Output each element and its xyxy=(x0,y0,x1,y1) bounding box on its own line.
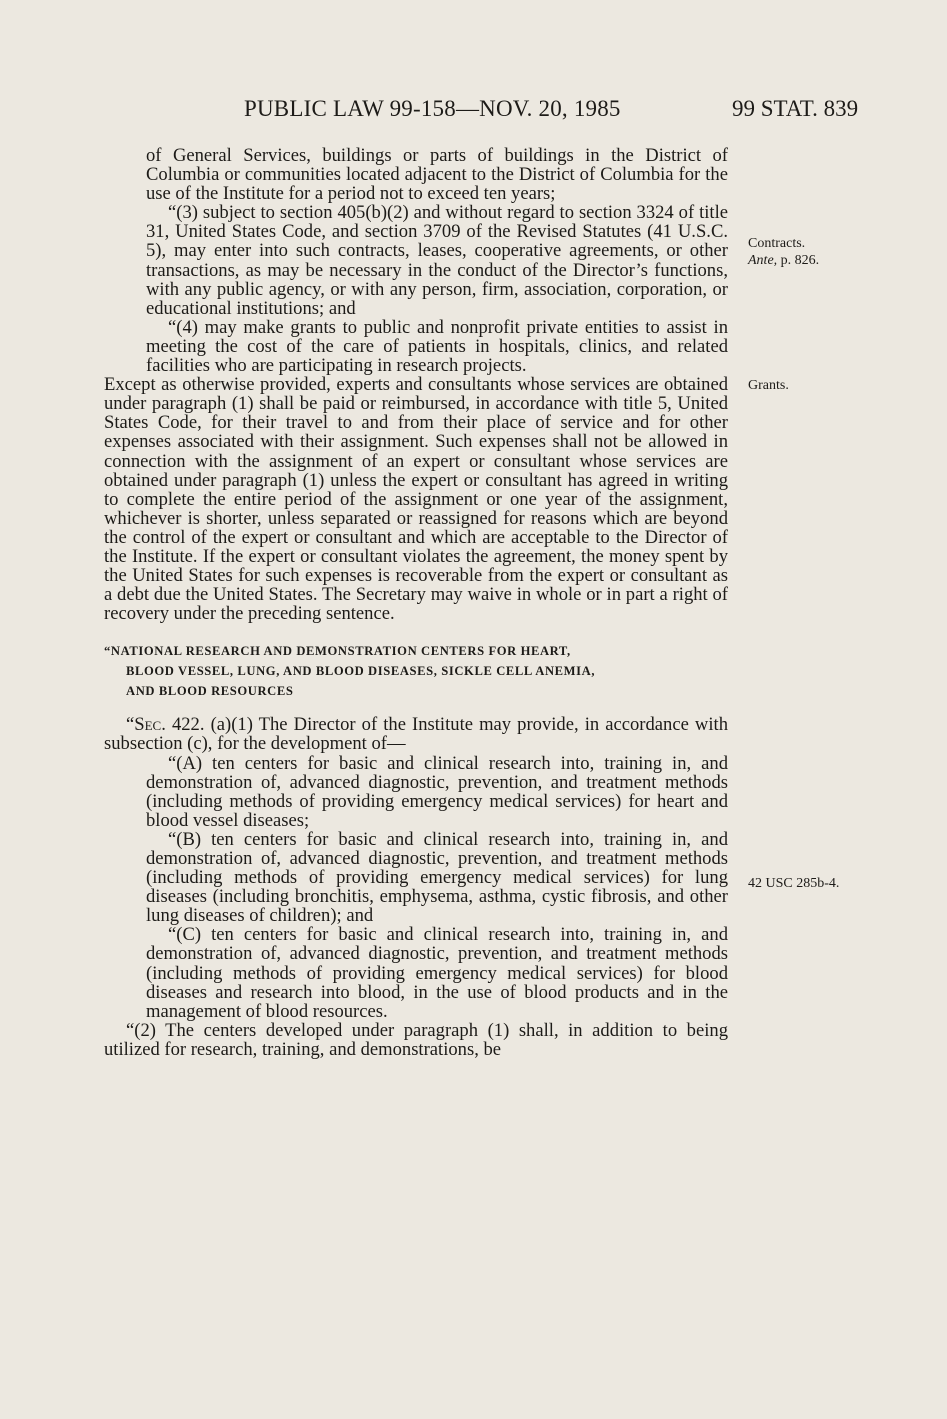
margin-note-contracts: Contracts. xyxy=(748,236,806,251)
margin-note-ante xyxy=(748,252,819,269)
paragraph-3: “(3) subject to section 405(b)(2) and without regard to section 3324 of title 31, United States Code, and section 3709 of the Revised Statutes (41 U.S.C. 5), may enter into such contracts, leases, cooperative agreements, or other transactions, as may be necessary in the conduct of the Director’s functions, with any public agency, or with any person, firm, association, corporation, or educational institutions; and xyxy=(146,202,728,319)
margin-note-grants: Grants. xyxy=(748,378,789,393)
heading-line-1: “NATIONAL RESEARCH AND DEMONSTRATION CENTERS FOR HEART, xyxy=(104,644,571,659)
paragraph-experts: Except as otherwise provided, experts and consultants whose services are obtained under paragraph (1) shall be paid or reimbursed, in accordance with title 5, United States Code, for their travel to and from their place of service and for other expenses associated with their assignment. Such expenses shall not be allowed in connection with the assignment of an expert or consultant whose services are obtained under paragraph (1) unless the expert or consultant has agreed in writing to complete the entire period of the assignment or one year of the assignment, whichever is shorter, unless separated or reassigned for reasons which are beyond the control of the expert or consultant and which are acceptable to the Director of the Institute. If the expert or consultant violates the agreement, the money spent by the United States for such expenses is recoverable from the expert or consultant as a debt due the United States. The Secretary may waive in whole or in part a right of recovery under the preceding sentence. xyxy=(104,374,728,625)
paragraph-4: “(4) may make grants to public and nonprofit private entities to assist in meeting the cost of the care of patients in hospitals, clinics, and related facilities who are participating in research projects. xyxy=(146,316,728,377)
heading-line-3: AND BLOOD RESOURCES xyxy=(126,684,294,699)
body-text xyxy=(104,146,728,1059)
margin-note-usc: 42 USC 285b-4. xyxy=(748,876,840,891)
margin-note-ante-page: p. 826. xyxy=(780,253,820,268)
heading-line-2: BLOOD VESSEL, LUNG, AND BLOOD DISEASES, SICKLE CELL ANEMIA, xyxy=(126,664,596,679)
paragraph-2: “(2) The centers developed under paragraph (1) shall, in addition to being utilized for research, training, and demonstrations, be xyxy=(104,1019,728,1060)
clause-c: “(C) ten centers for basic and clinical research into, training in, and demonstration of, advanced diagnostic, prevention, and treatment methods (including methods of providing emergency medical services) for blood diseases and research into blood, in the use of blood products and in the management of blood resources. xyxy=(146,924,728,1022)
paragraph-continuation: of General Services, buildings or parts of buildings in the District of Columbia or communities located adjacent to the District of Columbia for the use of the Institute for a period not to exceed ten years; xyxy=(146,145,728,205)
section-label: “Sec. xyxy=(126,714,166,736)
clause-b: “(B) ten centers for basic and clinical research into, training in, and demonstration of, advanced diagnostic, prevention, and treatment methods (including methods of providing emergency medical services) for lung diseases (including bronchitis, emphysema, asthma, cystic fibrosis, and other lung diseases of children); and xyxy=(146,828,728,927)
section-422-text: 422. (a)(1) The Director of the Institute may provide, in accordance with subsection (c), for the development of— xyxy=(104,714,728,755)
margin-note-ante-label: Ante, xyxy=(748,253,778,268)
section-heading xyxy=(104,641,728,701)
header-stat-page: 99 STAT. 839 xyxy=(732,96,859,121)
header-title: PUBLIC LAW 99-158—NOV. 20, 1985 xyxy=(244,96,621,121)
section-422-a1 xyxy=(104,715,728,753)
page-header xyxy=(0,96,947,136)
clause-a: “(A) ten centers for basic and clinical research into, training in, and demonstration of, advanced diagnostic, prevention, and treatment methods (including methods of providing emergency medical services) for heart and blood vessel diseases; xyxy=(146,752,728,831)
